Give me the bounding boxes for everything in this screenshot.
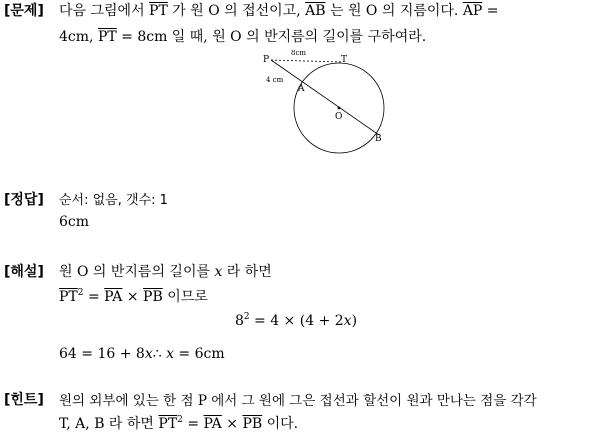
center-dot xyxy=(338,107,341,110)
circle-diagram xyxy=(255,50,395,160)
problem-label: [문제] xyxy=(4,3,44,19)
tangent-line xyxy=(271,60,341,62)
answer-line2: 6cm xyxy=(59,214,90,230)
label-o: O xyxy=(335,112,343,122)
label-t: T xyxy=(341,55,348,65)
solution-line2: $\overline{PT}^2 = \overline{PA} \times \overline{PB}$ 이므로 xyxy=(59,288,208,305)
hint-line2: T, A, B 라 하면 $\overline{PT}^2 = \overline{PA} \times \overline{PB}$ 이다. xyxy=(59,415,299,432)
solution-line4: 64 = 16 + 8x∴ x = 6cm xyxy=(59,346,225,362)
label-pt-length: 8cm xyxy=(291,50,307,57)
label-a: A xyxy=(298,84,305,94)
answer-label: [정답] xyxy=(4,192,44,208)
solution-equation: $8^2 = 4 \times (4 + 2x)$ xyxy=(234,312,358,329)
label-p: P xyxy=(263,55,270,65)
secant-line xyxy=(271,60,379,135)
solution-line1: 원 O 의 반지름의 길이를 x 라 하면 xyxy=(59,264,272,280)
answer-line1: 순서: 없음, 갯수: 1 xyxy=(59,193,168,208)
solution-label: [해설] xyxy=(4,264,44,280)
problem-text-line2: 4cm, $\overline{PT} = 8cm$ 일 때, 원 O 의 반지름의 길이를 구하여라. xyxy=(59,29,427,45)
hint-line1: 원의 외부에 있는 한 점 P 에서 그 원에 그은 접선과 할선이 원과 만나는 점을 각각 xyxy=(59,393,537,409)
hint-label: [힌트] xyxy=(4,392,44,408)
label-b: B xyxy=(375,134,382,144)
label-pa-length: 4 cm xyxy=(266,76,284,84)
problem-text-line1: 다음 그림에서 $\overline{PT}$ 가 원 O 의 접선이고, $\overline{AB}$ 는 원 O 의 지름이다. $\overline{AP}$ = xyxy=(59,3,499,19)
